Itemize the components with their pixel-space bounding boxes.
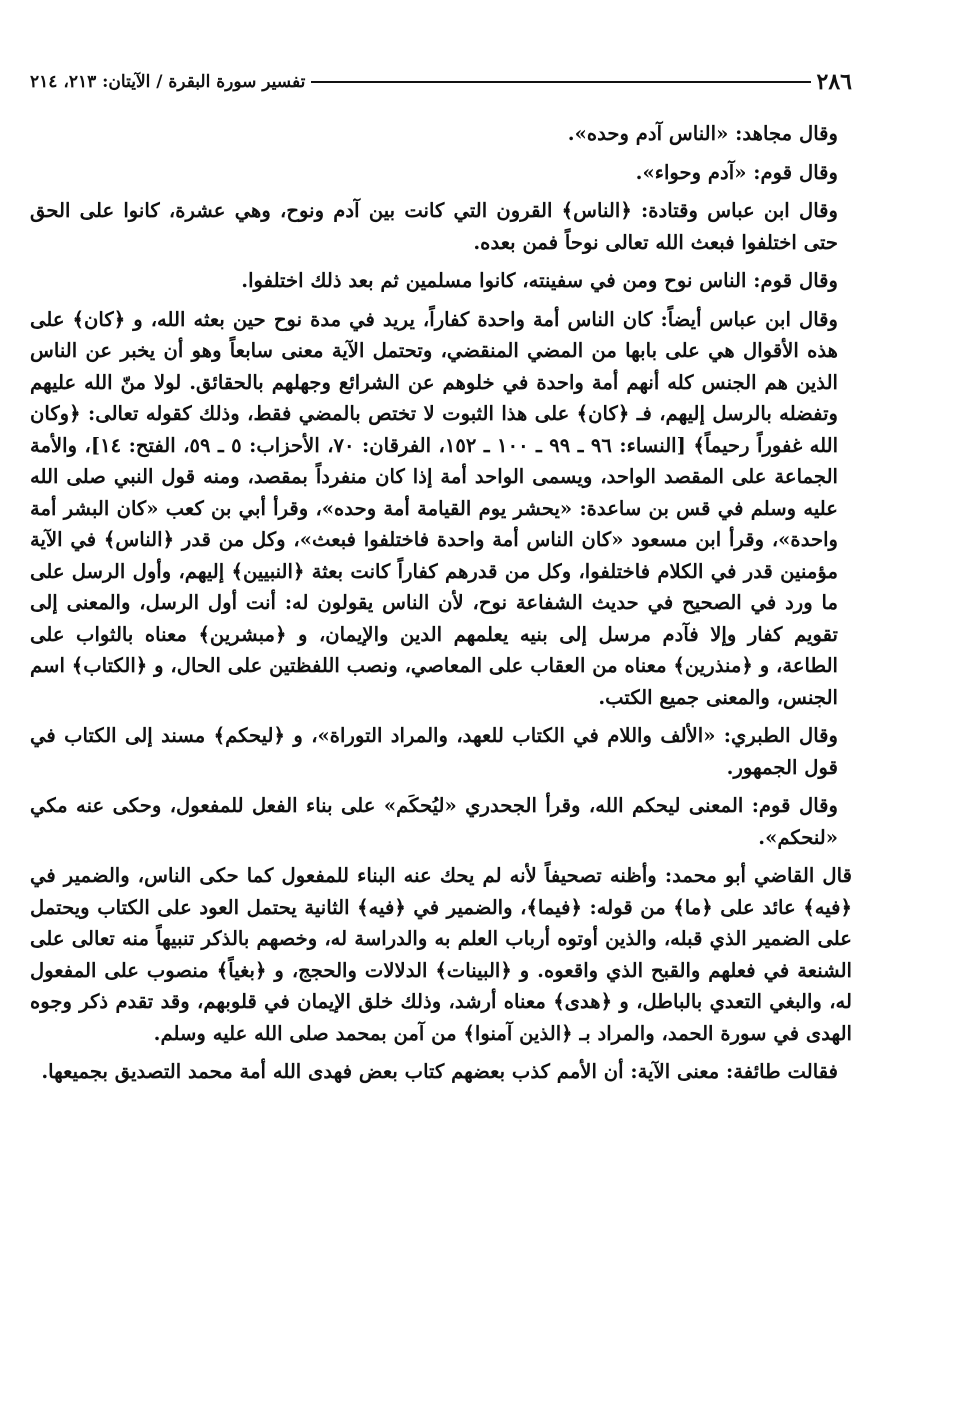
paragraph-3: وقال ابن عباس وقتادة: ﴿الناس﴾ القرون التي كانت بين آدم ونوح، وهي عشرة، كانوا على الحق حتى اختلفوا فبعث الله تعالى نوحاً فمن بعده.	[30, 199, 838, 254]
body-text	[30, 118, 852, 1088]
header-rule	[311, 81, 810, 83]
paragraph-7: وقال قوم: المعنى ليحكم الله، وقرأ الجحدري «ليُحكَم» على بناء الفعل للمفعول، وحكى عنه مكي «لنحكم».	[30, 794, 838, 849]
paragraph-1: وقال مجاهد: «الناس آدم وحده».	[567, 122, 838, 145]
paragraph-5: وقال ابن عباس أيضاً: كان الناس أمة واحدة كفاراً، يريد في مدة نوح حين بعثه الله، و ﴿كان﴾ على هذه الأقوال هي على بابها من المضي المنقضي، وتحتمل الآية معنى سابعاً وهو أن يخبر عن الناس الذين هم الجنس كله أنهم أمة واحدة في خلوهم عن الشرائع وجهلهم بالحقائق. لولا منّ الله عليهم وتفضله بالرسل إليهم، فـ ﴿كان﴾ على هذا الثبوت لا تختص بالمضي فقط، وذلك كقوله تعالى: ﴿وكان الله غفوراً رحيماً﴾ [النساء: ٩٦ ـ ٩٩ ـ ١٠٠ ـ ١٥٢، الفرقان: ٧٠، الأحزاب: ٥ ـ ٥٩، الفتح: ١٤]، والأمة الجماعة على المقصد الواحد، ويسمى الواحد أمة إذا كان منفرداً بمقصد، ومنه قول النبي صلى الله عليه وسلم في قس بن ساعدة: «يحشر يوم القيامة أمة وحده»، وقرأ أبي بن كعب «كان البشر أمة واحدة»، وقرأ ابن مسعود «كان الناس أمة واحدة فاختلفوا فبعث»، وكل من قدر ﴿الناس﴾ في الآية مؤمنين قدر في الكلام فاختلفوا، وكل من قدرهم كفاراً كانت بعثة ﴿النبيين﴾ إليهم، وأول الرسل على ما ورد في الصحيح في حديث الشفاعة نوح، لأن الناس يقولون له: أنت أول الرسل، والمعنى إلى تقويم كفار وإلا فآدم مرسل إلى بنيه يعلمهم الدين والإيمان، و ﴿مبشرين﴾ معناه بالثواب على الطاعة، و ﴿منذرين﴾ معناه من العقاب على المعاصي، ونصب اللفظتين على الحال، و ﴿الكتاب﴾ اسم الجنس، والمعنى جميع الكتب.	[30, 307, 839, 709]
paragraph-2: وقال قوم: «آدم وحواء».	[635, 160, 838, 184]
running-title: تفسير سورة البقرة / الآيتان: ٢١٣، ٢١٤	[30, 72, 306, 92]
paragraph-4: وقال قوم: الناس نوح ومن في سفينته، كانوا مسلمين ثم بعد ذلك اختلفوا.	[241, 269, 838, 292]
page-number: ٢٨٦	[816, 69, 852, 95]
running-head	[30, 60, 852, 104]
paragraph-8: قال القاضي أبو محمد: وأظنه تصحيفاً لأنه لم يحك عنه البناء للمفعول كما حكى الناس، والضمير في ﴿فيه﴾ عائد على ﴿ما﴾ من قوله: ﴿فيما﴾، والضمير في ﴿فيه﴾ الثانية يحتمل العود على الكتاب ويحتمل على الضمير الذي قبله، والذين أوتوه أرباب العلم به والدراسة له، وخصهم بالذكر تنبيهاً منه تعالى على الشنعة في فعلهم والقبح الذي واقعوه. و ﴿البينات﴾ الدلالات والحجج، و ﴿بغياً﴾ منصوب على المفعول له، والبغي التعدي بالباطل، و ﴿هدى﴾ معناه أرشد، وذلك خلق الإيمان في قلوبهم، وقد تقدم ذكر وجوه الهدى في سورة الحمد، والمراد بـ ﴿الذين آمنوا﴾ من آمن بمحمد صلى الله عليه وسلم.	[30, 864, 852, 1045]
page	[30, 60, 852, 1095]
paragraph-9: فقالت طائفة: معنى الآية: أن الأمم كذب بعضهم كتاب بعض فهدى الله أمة محمد التصديق بجميعها.	[41, 1060, 838, 1083]
paragraph-6: وقال الطبري: «الألف واللام في الكتاب للعهد، والمراد التوراة»، و ﴿ليحكم﴾ مسند إلى الكتاب في قول الجمهور.	[30, 724, 838, 779]
